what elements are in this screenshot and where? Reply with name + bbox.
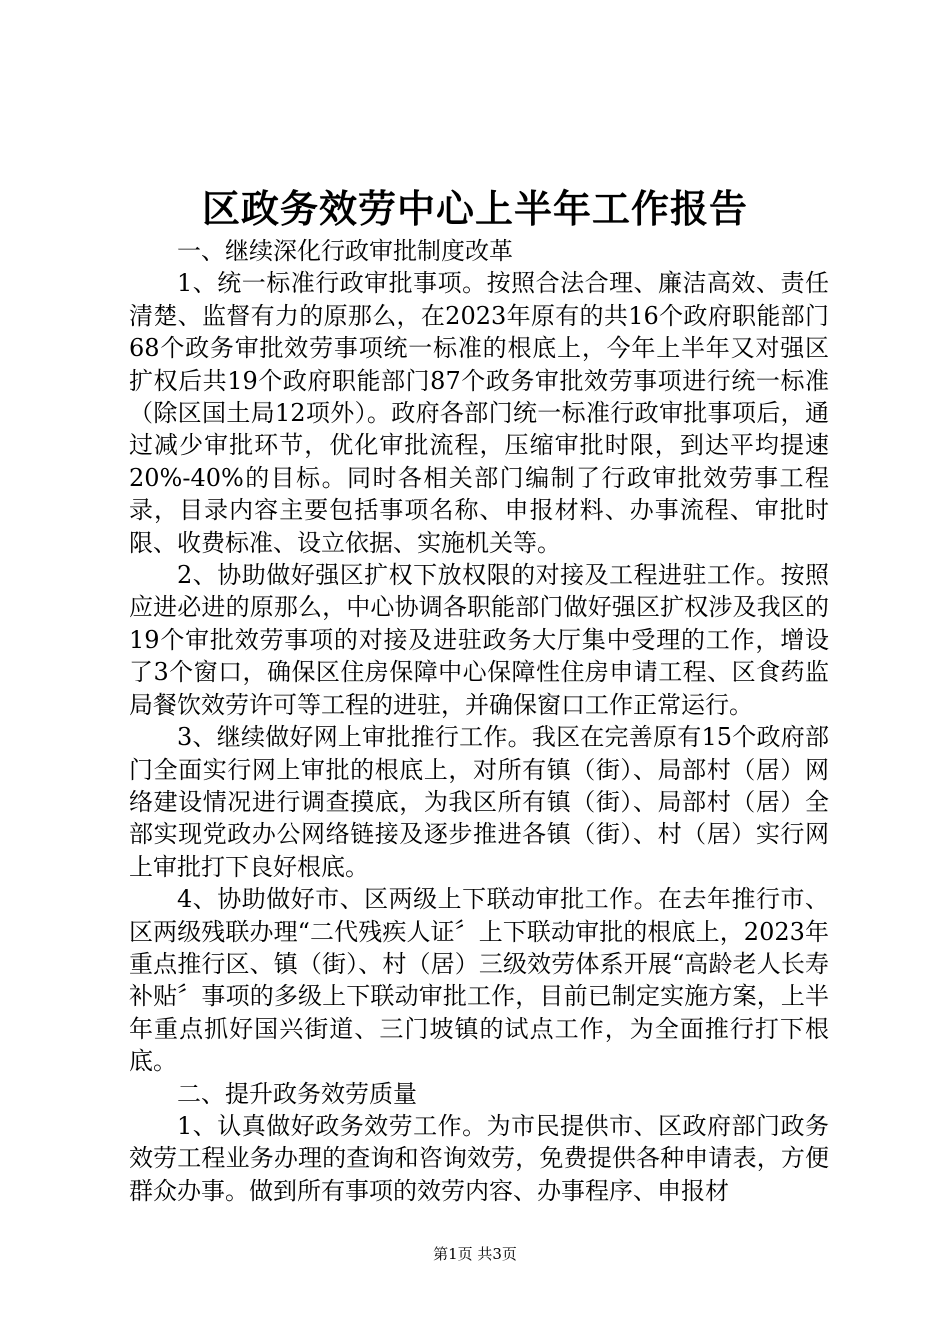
body-paragraph: 1、统一标准行政审批事项。按照合法合理、廉洁高效、责任清楚、监督有力的原那么，在2023年原有的共16个政府职能部门68个政务审批效劳事项统一标准的根底上，今年上半年又对强区扩权后共19个政府职能部门87个政务审批效劳事项进行统一标准（除区国土局12项外）。政府各部门统一标准行政审批事项后，通过减少审批环节，优化审批流程，压缩审批时限，到达平均提速20%-40%的目标。同时各相关部门编制了行政审批效劳事工程录，目录内容主要包括事项名称、申报材料、办事流程、审批时限、收费标准、设立依据、实施机关等。 xyxy=(129,269,829,557)
body-paragraph: 2、协助做好强区扩权下放权限的对接及工程进驻工作。按照应进必进的原那么，中心协调各职能部门做好强区扩权涉及我区的19个审批效劳事项的对接及进驻政务大厅集中受理的工作，增设了3个窗口，确保区住房保障中心保障性住房申请工程、区食药监局餐饮效劳许可等工程的进驻，并确保窗口工作正常运行。 xyxy=(129,561,829,719)
body-paragraph: 1、认真做好政务效劳工作。为市民提供市、区政府部门政务效劳工程业务办理的查询和咨询效劳，免费提供各种申请表，方便群众办事。做到所有事项的效劳内容、办事程序、申报材 xyxy=(129,1111,829,1205)
document-body xyxy=(129,235,829,1207)
document-title: 区政务效劳中心上半年工作报告 xyxy=(201,186,748,231)
section-heading: 二、提升政务效劳质量 xyxy=(177,1079,417,1108)
body-paragraph: 4、协助做好市、区两级上下联动审批工作。在去年推行市、区两级残联办理“二代残疾人证〞上下联动审批的根底上，2023年重点推行区、镇（街）、村（居）三级效劳体系开展“高龄老人长寿补贴〞事项的多级上下联动审批工作，目前已制定实施方案，上半年重点抓好国兴街道、三门坡镇的试点工作，为全面推行打下根底。 xyxy=(129,885,829,1076)
body-paragraph: 3、继续做好网上审批推行工作。我区在完善原有15个政府部门全面实行网上审批的根底上，对所有镇（街）、局部村（居）网络建设情况进行调查摸底，为我区所有镇（街）、局部村（居）全部实现党政办公网络链接及逐步推进各镇（街）、村（居）实行网上审批打下良好根底。 xyxy=(129,723,829,881)
section-heading: 一、继续深化行政审批制度改革 xyxy=(177,237,513,265)
page-number-footer: 第1页 共3页 xyxy=(433,1245,517,1263)
